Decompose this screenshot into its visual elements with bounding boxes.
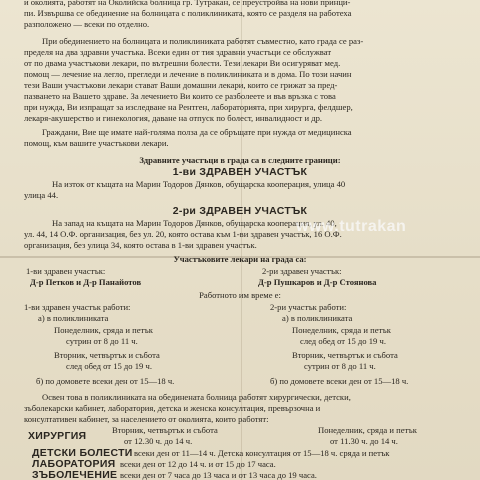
dental-label: ЗЪБОЛЕЧЕНИЕ — [32, 469, 118, 480]
children-label: ДЕТСКИ БОЛЕСТИ — [32, 447, 133, 459]
intro-line-5: пределя на два здравни участъка. Всеки един от тия здравни участъци се обслужват — [24, 47, 332, 57]
intro-line-1: и околията, работят на Околийска болница гр. Тутракан, се преустройва на нови принци- — [24, 0, 351, 7]
lab-label: ЛАБОРАТОРИЯ — [32, 458, 116, 470]
right-work-title: 2-ри участък работи: — [270, 302, 347, 312]
intro-line-8: тези Ваши участъкови лекари стават Ваши домашни лекари, които се грижат за пред- — [24, 80, 338, 90]
borders-title: Здравните участъци в града са в следните граници: — [139, 155, 341, 165]
right-a-days-2: Вторник, четвъртък и събота — [292, 350, 398, 360]
district-1-text-2: улица 44. — [24, 190, 59, 200]
intro-line-3: разположено — всеки по отделно. — [24, 19, 150, 29]
district-2-text-3: организация, без улица 34, която остава в 1-ви здравен участък. — [24, 240, 257, 250]
doctors-title: Участъковите лекари на града са: — [173, 254, 307, 264]
dental-text: всеки ден от 7 часа до 13 часа и от 13 часа до 19 часа. — [120, 470, 317, 480]
right-doctors: Д-р Пушкаров и Д-р Стоянова — [258, 277, 377, 287]
right-b: б) по домовете всеки ден от 15—18 ч. — [270, 376, 409, 386]
other-line-3: консултативен кабинет, за населението от околията, които работят: — [24, 414, 269, 424]
intro-line-7: помощ — лечение на легло, прегледи и лечение в поликлиниката и в дома. По този начин — [24, 69, 352, 79]
intro-line-4: При обединението на болницата и поликлиниката работят съвместно, като града се раз- — [42, 36, 364, 46]
surgery-right-days: Понеделник, сряда и петък — [318, 425, 417, 435]
lab-text: всеки ден от 12 до 14 ч. и от 15 до 17 часа. — [120, 459, 276, 469]
intro-line-12: Граждани, Вие ще имате най-голяма полза да се обръщате при нужда от медицинска — [42, 127, 352, 137]
district-2-text-1: На запад на къщата на Марин Тодоров Дянков, обущарска кооперация, ул. 40, — [52, 218, 337, 228]
other-line-2: зъболекарски кабинет, лаборатория, детска и женска консултация, превързочна и — [24, 403, 321, 413]
surgery-label: ХИРУРГИЯ — [28, 430, 87, 442]
intro-line-6: от по двама участъкови лекари, по вътрешни болести. Тези лекари Ви осигуряват мед. — [24, 58, 341, 68]
right-a-label: а) в поликлиниката — [282, 313, 353, 323]
left-a-days-2: Вторник, четвъртък и събота — [54, 350, 160, 360]
intro-line-2: пи. Извършва се обединение на болницата с поликлиниката, която се разделя на работеха — [24, 8, 352, 18]
surgery-right-time: от 11.30 ч. до 14 ч. — [330, 436, 398, 446]
district-1-title: 1-ви ЗДРАВЕН УЧАСТЪК — [172, 166, 308, 178]
left-b: б) по домовете всеки ден от 15—18 ч. — [36, 376, 175, 386]
intro-line-13: помощ, към вашите участъкови лекари. — [24, 138, 169, 148]
right-district-label: 2-ри здравен участък: — [262, 266, 342, 276]
other-line-1: Освен това в поликлиниката на обединената болница работят хирургически, детски, — [42, 392, 351, 402]
right-a-time-2: сутрин от 8 до 11 ч. — [304, 361, 376, 371]
left-district-label: 1-ви здравен участък: — [26, 266, 106, 276]
intro-line-9: пазването на Вашето здраве. За лечението Ви които се разболеете и във връзка с това — [24, 91, 336, 101]
left-a-time: сутрин от 8 до 11 ч. — [66, 336, 138, 346]
intro-line-10: при нужда, Ви изпращат за изследване на Рентген, лабораторията, при хирурга, фелдшер, — [24, 102, 353, 112]
left-a-days: Понеделник, сряда и петък — [54, 325, 153, 335]
left-a-label: а) в поликлиниката — [38, 313, 109, 323]
children-text: всеки ден от 11—14 ч. Детска консултация от 15—18 ч. сряда и петък — [134, 448, 390, 458]
left-work-title: 1-ви здравен участък работи: — [24, 302, 131, 312]
right-a-time: след обед от 15 до 19 ч. — [300, 336, 386, 346]
left-a-time-2: след обед от 15 до 19 ч. — [66, 361, 152, 371]
left-doctors: Д-р Петков и Д-р Панайотов — [30, 277, 142, 287]
district-2-title: 2-ри ЗДРАВЕН УЧАСТЪК — [172, 205, 308, 217]
district-2-text-2: ул. 44, 14 О.Ф. организация, без ул. 20, която остава към 1-ви здравен участък, 16 О.Ф. — [24, 229, 342, 239]
watermark: www.tutrakan — [296, 218, 407, 235]
right-a-days: Понеделник, сряда и петък — [292, 325, 391, 335]
surgery-left-days: Вторник, четвъртък и събота — [112, 425, 218, 435]
worktime-title: Работното им време е: — [199, 290, 281, 300]
district-1-text-1: На изток от къщата на Марин Тодоров Дянков, обущарска кооперация, улица 40 — [52, 179, 346, 189]
surgery-left-time: от 12.30 ч. до 14 ч. — [124, 436, 193, 446]
intro-line-11: лекаря-акушерство и гинекология, даване на отпуск по болест, инвалидност и др. — [24, 113, 323, 123]
